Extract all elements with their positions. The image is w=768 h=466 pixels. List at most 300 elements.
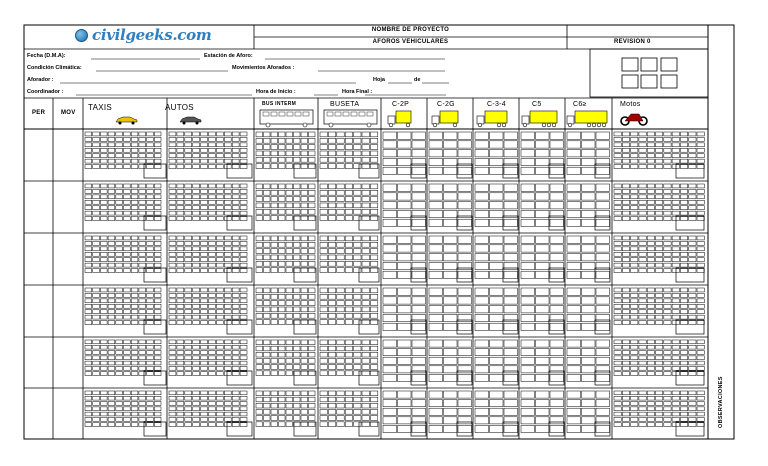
tally-box [169,366,176,370]
tally-box [622,211,629,215]
wheel [196,122,199,125]
tally-box [201,189,208,193]
tally-box [458,141,472,148]
tally-box [100,396,107,400]
tally-box [271,346,278,351]
tally-box [550,425,564,432]
tally-box [614,184,621,188]
tally-box [596,262,610,269]
tally-box [301,209,308,214]
tally-box [536,349,550,356]
tally-box [224,263,231,267]
tally-box [320,203,327,208]
tally-box [614,217,621,221]
tally-box [154,154,161,158]
tally-box [631,148,638,152]
tally-box [596,210,610,217]
tally-box [177,417,184,421]
tally-box [354,288,361,293]
tally-box [264,410,271,415]
tally-box [100,195,107,199]
tally-box [185,263,192,267]
tally-box [383,408,397,415]
tally-box [429,425,443,432]
tally-box [240,217,247,221]
tally-box [622,236,629,240]
tally-box [656,165,663,169]
tally-box [201,200,208,204]
tally-box [256,294,263,299]
tally-box [639,137,646,141]
tally-box [680,407,687,411]
tally-box [139,247,146,251]
tally-box [697,304,704,308]
tally-box [154,288,161,292]
tally-box [193,304,200,308]
tally-box [550,236,564,243]
tally-box [85,412,92,416]
tally-box [320,301,327,306]
wheel [547,123,551,127]
tally-box [279,242,286,247]
tally-box [656,236,663,240]
tally-box [209,148,216,152]
tally-box [672,143,679,147]
tally-box [664,247,671,251]
tally-box [147,402,154,406]
tally-box [689,247,696,251]
tally-box [256,397,263,402]
tally-box [116,184,123,188]
tally-box [294,416,301,421]
total-box [411,164,426,178]
tally-box [383,219,397,226]
total-box [457,216,472,230]
tally-box [337,138,344,143]
tally-box [124,263,131,267]
tally-box [320,184,327,189]
tally-box [100,132,107,136]
tally-box [320,307,327,312]
tally-box [647,288,654,292]
tally-box [264,216,271,221]
tally-box [131,361,138,365]
tally-box [147,252,154,256]
tally-box [458,314,472,321]
tally-box [201,217,208,221]
tally-box [209,269,216,273]
tally-box [131,206,138,210]
tally-box [521,400,535,407]
tally-box [639,132,646,136]
tally-box [697,236,704,240]
tally-box [131,200,138,204]
tally-box [279,365,286,370]
tally-box [286,352,293,357]
tally-box [100,154,107,158]
tally-box [328,307,335,312]
tally-box [689,310,696,314]
tally-box [224,396,231,400]
tally-box [567,202,581,209]
tally-box [639,293,646,297]
tally-box [232,217,239,221]
tally-box [345,288,352,293]
tally-box [337,352,344,357]
tally-box [108,304,115,308]
tally-box [286,410,293,415]
tally-box [279,410,286,415]
bus-window [303,112,309,116]
tally-box [294,359,301,364]
tally-box [550,245,564,252]
tally-box [116,396,123,400]
tally-box [240,402,247,406]
tally-box [639,407,646,411]
total-box [549,268,564,282]
tally-box [429,219,443,226]
tally-box [216,241,223,245]
tally-box [201,321,208,325]
tally-box [320,249,327,254]
tally-box [240,293,247,297]
tally-box [689,258,696,262]
tally-box [240,351,247,355]
tally-box [680,211,687,215]
tally-box [240,252,247,256]
tally-box [185,143,192,147]
tally-box [444,306,458,313]
tally-box [139,402,146,406]
tally-box [656,148,663,152]
tally-box [209,345,216,349]
tally-box [536,262,550,269]
tally-box [689,236,696,240]
tally-box [93,299,100,303]
tally-box [320,209,327,214]
tally-box [294,307,301,312]
tally-box [209,236,216,240]
tally-box [596,167,610,174]
tally-box [240,195,247,199]
tally-box [131,189,138,193]
tally-box [85,159,92,163]
tally-box [85,407,92,411]
tally-box [550,271,564,278]
tally-box [279,346,286,351]
tally-box [301,151,308,156]
tally-box [108,137,115,141]
tally-box [224,241,231,245]
tally-box [596,357,610,364]
tally-box [664,351,671,355]
tally-box [177,143,184,147]
tally-box [193,423,200,427]
tally-box [177,356,184,360]
tally-box [337,255,344,260]
tally-box [224,143,231,147]
tally-box [354,340,361,345]
tally-box [429,340,443,347]
tally-box [279,288,286,293]
tally-box [100,184,107,188]
tally-box [697,396,704,400]
tally-box [124,345,131,349]
tally-box [582,357,596,364]
tally-box [147,345,154,349]
tally-box [639,211,646,215]
tally-box [301,197,308,202]
total-box [227,422,252,436]
tally-box [697,132,704,136]
tally-box [309,346,316,351]
tally-box [116,206,123,210]
tally-box [85,236,92,240]
tally-box [622,258,629,262]
tally-box [139,236,146,240]
tally-box [309,352,316,357]
tally-box [147,417,154,421]
tally-box [680,269,687,273]
tally-box [85,148,92,152]
tally-box [93,269,100,273]
tally-box [345,346,352,351]
tally-box [131,159,138,163]
tally-box [429,236,443,243]
tally-box [383,340,397,347]
tally-box [458,349,472,356]
tally-box [169,241,176,245]
tally-box [614,195,621,199]
tally-box [697,206,704,210]
tally-box [286,301,293,306]
tally-box [279,359,286,364]
tally-box [185,148,192,152]
tally-box [614,372,621,376]
tally-box [550,357,564,364]
tally-box [680,143,687,147]
tally-box [664,189,671,193]
tally-box [301,352,308,357]
tally-box [124,361,131,365]
tally-box [622,252,629,256]
tally-box [354,268,361,273]
tally-box [124,159,131,163]
revision-panel [590,49,708,97]
tally-box [271,190,278,195]
tally-box [256,261,263,266]
tally-box [301,346,308,351]
tally-box [193,263,200,267]
tally-box [398,297,412,304]
tally-box [154,184,161,188]
tally-box [116,148,123,152]
tally-box [631,391,638,395]
tally-box [240,165,247,169]
tally-box [475,193,489,200]
tally-box [100,206,107,210]
tally-box [647,310,654,314]
tally-box [521,236,535,243]
tally-box [370,157,377,162]
tally-box [328,365,335,370]
tally-box [240,154,247,158]
tally-box [116,195,123,199]
tally-box [504,417,518,424]
tally-box [475,245,489,252]
tally-box [614,310,621,314]
tally-box [567,417,581,424]
tally-box [224,391,231,395]
tally-box [383,132,397,139]
total-box [595,320,610,334]
tally-box [100,315,107,319]
tally-box [398,236,412,243]
tally-box [664,356,671,360]
tally-box [596,306,610,313]
tally-box [582,184,596,191]
tally-box [475,288,489,295]
tally-box [582,340,596,347]
tally-box [680,189,687,193]
tally-box [337,197,344,202]
tally-box [647,206,654,210]
tally-box [429,245,443,252]
tally-box [504,254,518,261]
tally-box [124,366,131,370]
tally-box [193,269,200,273]
tally-box [232,252,239,256]
tally-box [294,157,301,162]
tally-box [93,315,100,319]
tally-box [139,137,146,141]
tally-box [567,306,581,313]
tally-box [337,151,344,156]
tally-box [193,345,200,349]
tally-box [656,263,663,267]
tally-box [631,412,638,416]
tally-box [139,351,146,355]
tally-box [412,323,426,330]
tally-box [689,137,696,141]
tally-box [116,391,123,395]
tally-box [93,143,100,147]
tally-box [412,184,426,191]
tally-box [362,422,369,427]
tally-box [264,301,271,306]
revision-checkbox [661,58,677,71]
tally-box [429,374,443,381]
tally-box [354,320,361,325]
tally-box [193,299,200,303]
tally-box [154,217,161,221]
tally-box [185,217,192,221]
tally-box [108,372,115,376]
tally-box [412,254,426,261]
tally-box [631,217,638,221]
tally-box [209,143,216,147]
tally-box [93,366,100,370]
tally-box [279,371,286,376]
tally-box [177,391,184,395]
tally-box [337,145,344,150]
tally-box [504,141,518,148]
tally-box [521,349,535,356]
tally-box [124,310,131,314]
total-box [227,216,252,230]
tally-box [504,349,518,356]
tally-box [169,402,176,406]
total-box [457,164,472,178]
tally-box [490,236,504,243]
tally-box [209,372,216,376]
tally-box [490,400,504,407]
tally-box [550,150,564,157]
tally-box [614,366,621,370]
tally-box [354,371,361,376]
tally-box [383,349,397,356]
tally-box [370,190,377,195]
tally-box [100,417,107,421]
tally-box [354,307,361,312]
tally-box [294,397,301,402]
tally-box [100,258,107,262]
tally-box [108,310,115,314]
tally-box [647,345,654,349]
tally-box [224,345,231,349]
tally-box [232,366,239,370]
tally-box [116,200,123,204]
tally-box [264,294,271,299]
tally-box [131,340,138,344]
tally-box [85,423,92,427]
tally-box [169,143,176,147]
tally-box [131,423,138,427]
tally-box [354,209,361,214]
tally-box [264,190,271,195]
tally-box [550,374,564,381]
tally-box [429,184,443,191]
tally-box [193,217,200,221]
tally-box [582,167,596,174]
tally-box [201,211,208,215]
tally-box [85,402,92,406]
tally-box [521,219,535,226]
tally-box [154,310,161,314]
tally-box [412,349,426,356]
tally-box [664,211,671,215]
tally-box [689,154,696,158]
tally-box [201,361,208,365]
tally-box [124,184,131,188]
tally-box [279,313,286,318]
tally-box [193,132,200,136]
tally-box [622,137,629,141]
tally-box [154,211,161,215]
tally-box [680,195,687,199]
tally-box [169,417,176,421]
tally-box [232,402,239,406]
tally-box [100,148,107,152]
tally-box [256,422,263,427]
tally-box [689,396,696,400]
tally-box [664,396,671,400]
tally-box [354,261,361,266]
tally-box [232,132,239,136]
tally-box [100,269,107,273]
tally-box [567,425,581,432]
tally-box [177,345,184,349]
